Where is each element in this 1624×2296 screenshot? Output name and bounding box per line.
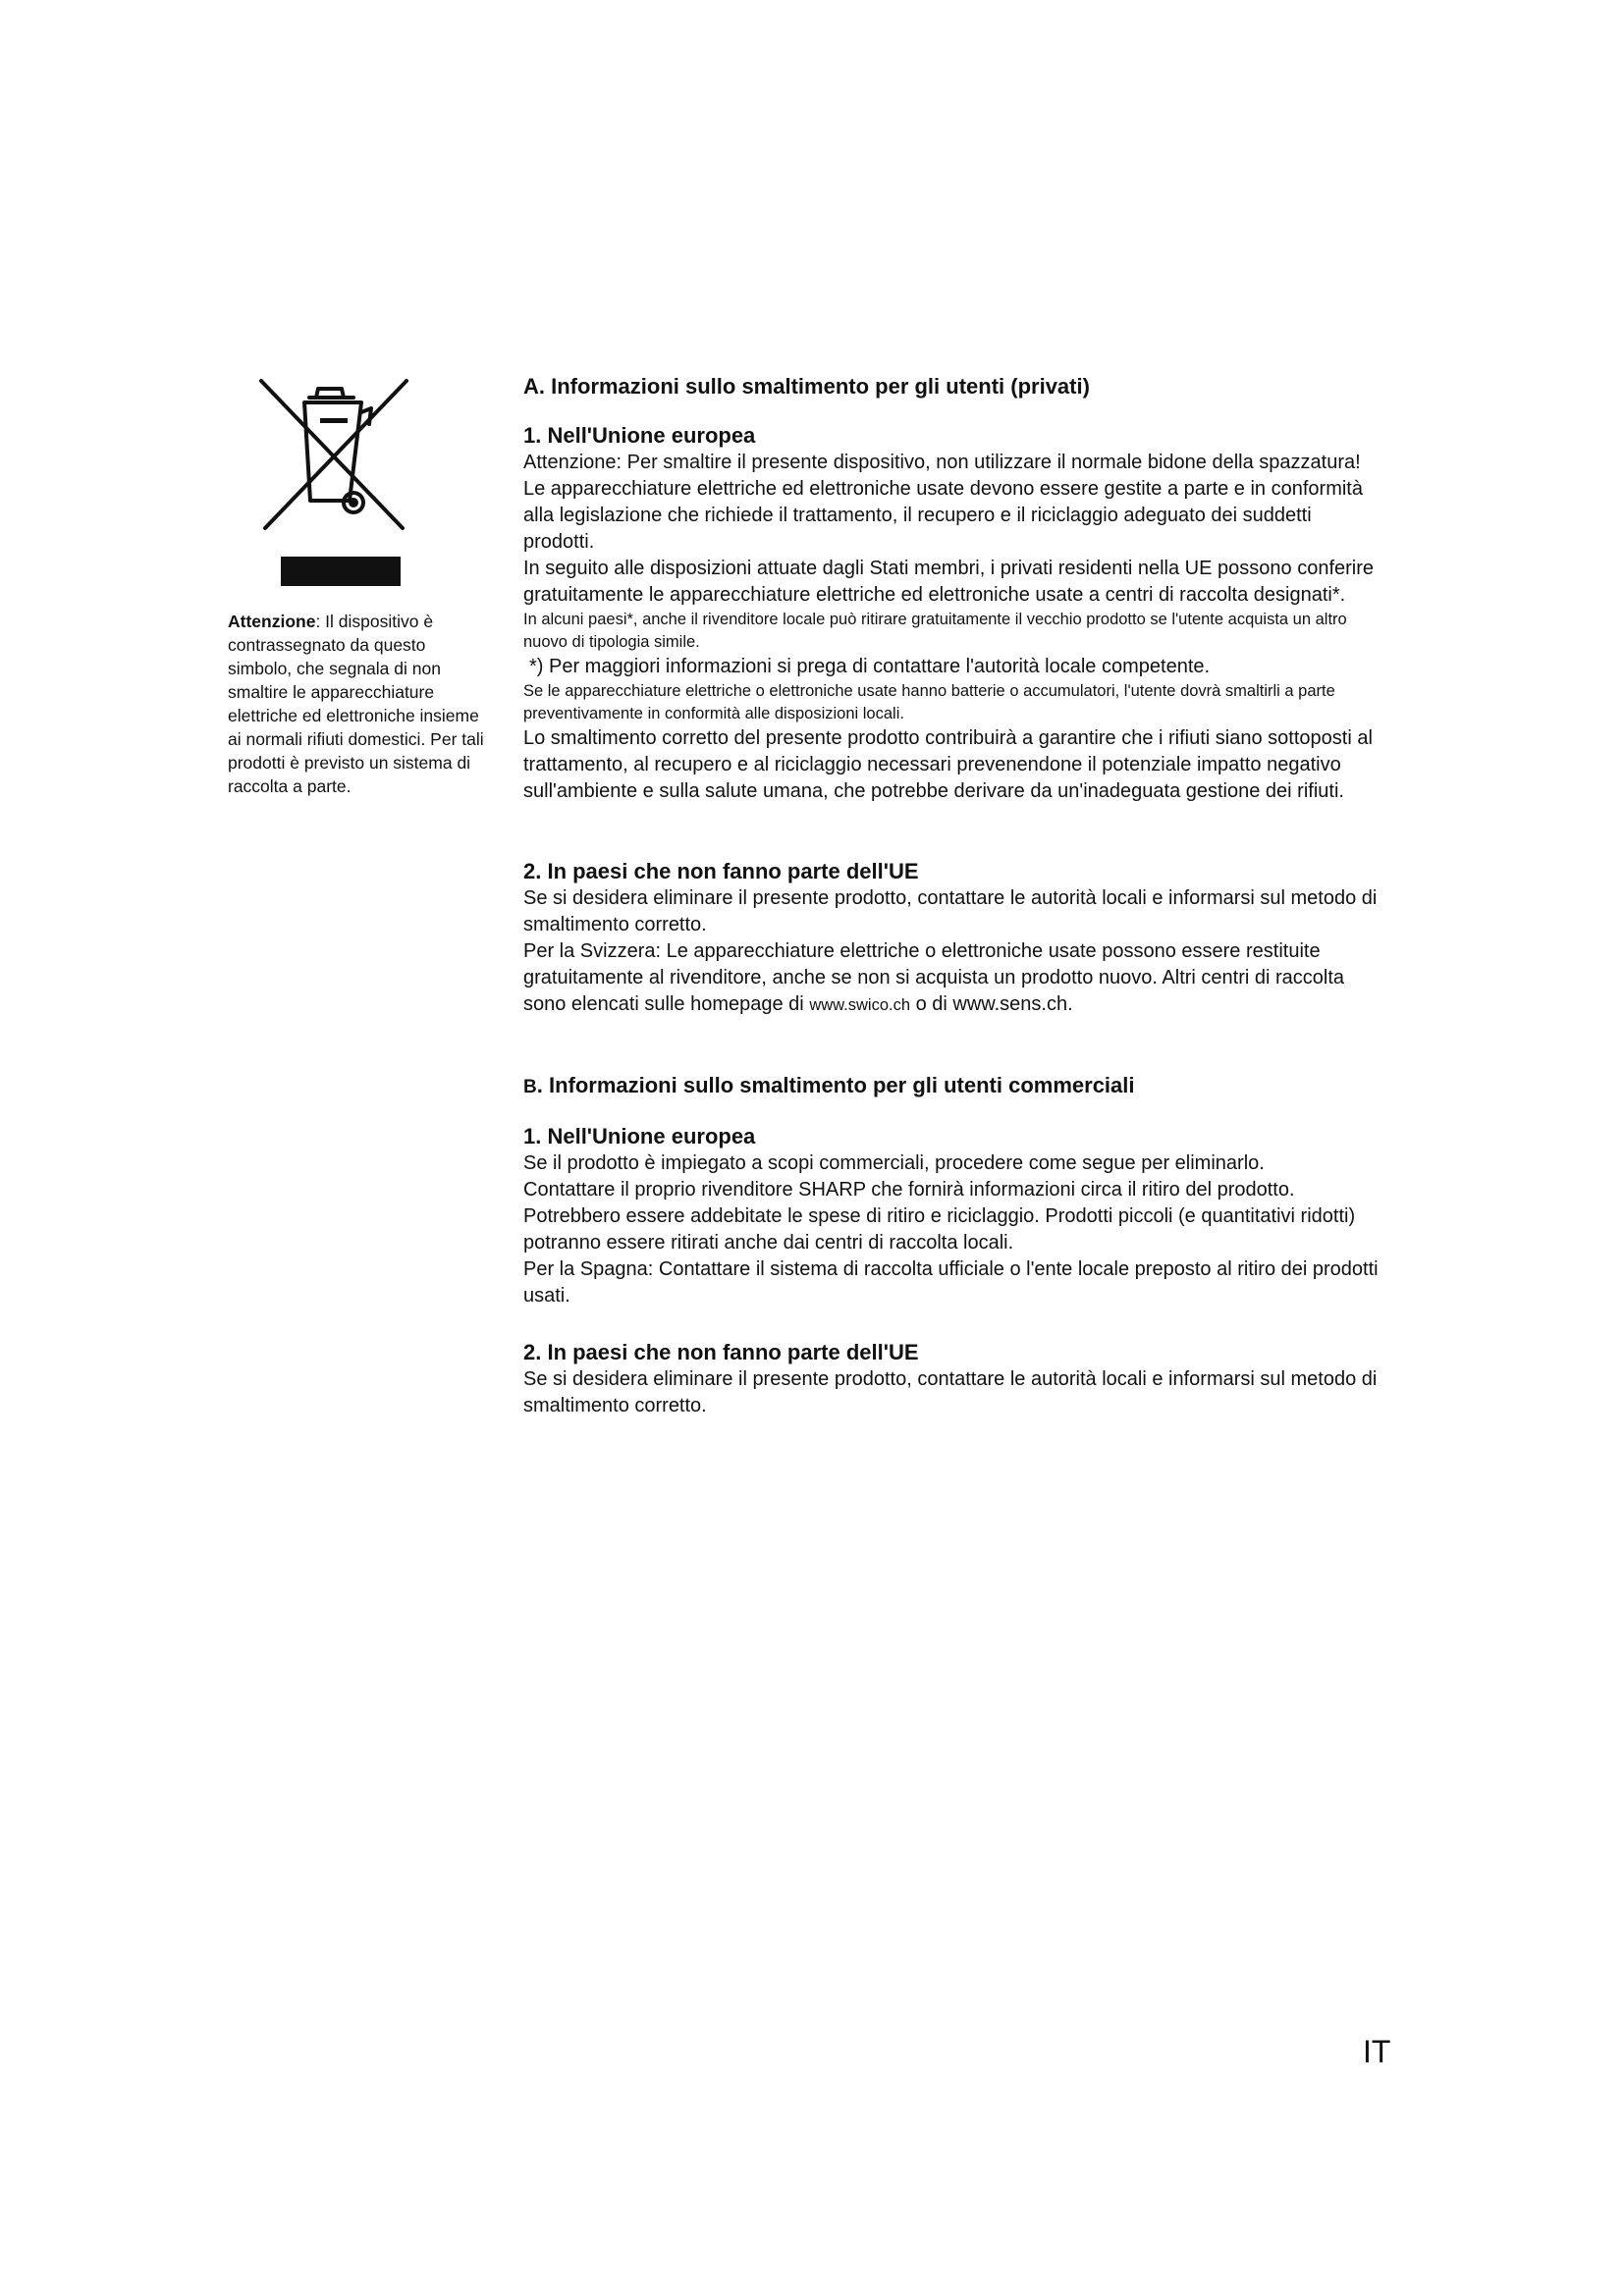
swico-link[interactable]: www.swico.ch — [809, 996, 911, 1014]
swiss-text-1: Per la Svizzera: Le apparecchiature elettriche o elettroniche usate possono essere restituite gratuitamente al rivenditore, anche se non si acquista un prodotto nuovo. Altri centri di raccolta sono elencati sulle homepage di — [523, 940, 1345, 1015]
symbol-note-bold: Attenzione — [228, 612, 316, 631]
section-a-eu-batteries: Se le apparecchiature elettriche o elettroniche usate hanno batterie o accumulatori, l'utente dovrà smaltirli a parte preventivamente in conformità alle disposizioni locali. — [523, 682, 1335, 722]
swiss-text-2: o di — [910, 993, 953, 1015]
section-b-title-rest: . Informazioni sullo smaltimento per gli utenti commerciali — [536, 1073, 1135, 1097]
main-content — [523, 373, 1387, 1419]
section-a-eu-p5: Lo smaltimento corretto del presente prodotto contribuirà a garantire che i rifiuti siano sottoposti al trattamento, al recupero e al riciclaggio necessari prevenendone il potenziale impatto negativo sull'ambiente e sulla salute umana, che potrebbe derivare da un'inadeguata gestione dei rifiuti. — [523, 727, 1373, 802]
section-a-eu-p3: In seguito alle disposizioni attuate dagli Stati membri, i privati residenti nella UE possono conferire gratuitamente le apparecchiature elettriche ed elettroniche usate a centri di raccolta designati*. — [523, 558, 1375, 606]
section-a-noneu-p2 — [523, 938, 1387, 1019]
symbol-note-text: : Il dispositivo è contrassegnato da questo simbolo, che segnala di non smaltire le apparecchiature elettriche ed elettroniche insieme ai normali rifiuti domestici. Per tali prodotti è previsto un sistema di raccolta a parte. — [228, 612, 484, 796]
section-a-eu-footnote: *) Per maggiori informazioni si prega di contattare l'autorità locale competente. — [529, 656, 1211, 677]
section-a-noneu-p1: Se si desidera eliminare il presente prodotto, contattare le autorità locali e informarsi sul metodo di smaltimento corretto. — [523, 887, 1378, 935]
section-b-eu-p2: Contattare il proprio rivenditore SHARP che fornirà informazioni circa il ritiro del prodotto. Potrebbero essere addebitate le spese di ritiro e riciclaggio. Prodotti piccoli (e quantitativi ridotti) potranno essere ritirati anche dai centri di raccolta locali. — [523, 1179, 1356, 1254]
symbol-note — [228, 610, 485, 798]
section-a-eu-p2: Le apparecchiature elettriche ed elettroniche usate devono essere gestite a parte e in conformità alla legislazione che richiede il trattamento, il recupero e il riciclaggio adeguato dei suddetti prodotti. — [523, 478, 1363, 553]
section-a-title: A. Informazioni sullo smaltimento per gli utenti (privati) — [523, 374, 1090, 399]
section-a-eu-p3-small: In alcuni paesi*, anche il rivenditore locale può ritirare gratuitamente il vecchio prodotto se l'utente acquista un altro nuovo di tipologia simile. — [523, 611, 1347, 651]
section-b-eu-heading: 1. Nell'Unione europea — [523, 1124, 756, 1148]
section-a-eu-p1: Attenzione: Per smaltire il presente dispositivo, non utilizzare il normale bidone della spazzatura! — [523, 452, 1361, 473]
sidebar — [228, 373, 485, 798]
section-b-noneu-heading: 2. In paesi che non fanno parte dell'UE — [523, 1340, 919, 1364]
section-a-eu-heading: 1. Nell'Unione europea — [523, 423, 756, 448]
section-b-noneu-p1: Se si desidera eliminare il presente prodotto, contattare le autorità locali e informarsi sul metodo di smaltimento corretto. — [523, 1368, 1378, 1416]
section-a-noneu-heading: 2. In paesi che non fanno parte dell'UE — [523, 859, 919, 883]
crossed-out-wheeled-bin-icon — [255, 373, 412, 535]
weee-bar-marker — [281, 557, 401, 586]
language-code: IT — [1363, 2034, 1391, 2069]
sens-link[interactable]: www.sens.ch. — [952, 993, 1073, 1015]
section-b-eu-p3: Per la Spagna: Contattare il sistema di raccolta ufficiale o l'ente locale preposto al ritiro dei prodotti usati. — [523, 1258, 1379, 1307]
section-b-eu-p1: Se il prodotto è impiegato a scopi commerciali, procedere come segue per eliminarlo. — [523, 1152, 1265, 1174]
section-b-title — [523, 1072, 1387, 1101]
section-b-letter: B — [523, 1077, 537, 1097]
